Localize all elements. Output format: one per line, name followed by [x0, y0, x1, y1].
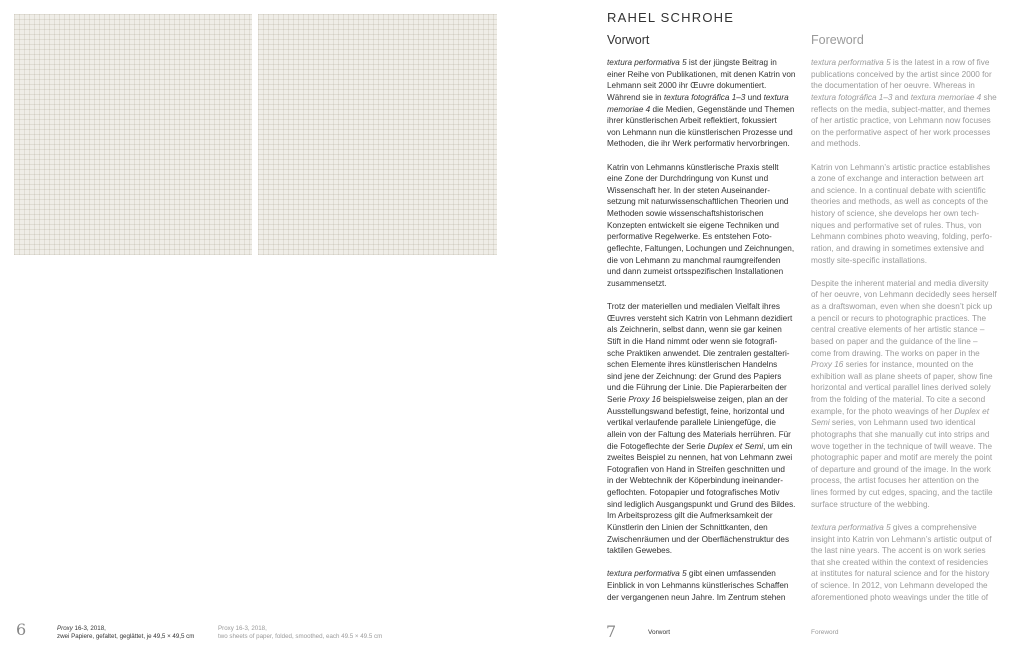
text-line: [607, 417, 812, 429]
text-line: [811, 278, 1016, 290]
text-line: [811, 185, 1016, 197]
caption-de-title: [57, 625, 194, 633]
caption-de-details: zwei Papiere, gefaltet, geglättet, je 49,5 × 49,5 cm: [57, 633, 195, 640]
text-segment: central creative elements of her artistic stance –: [811, 325, 985, 335]
text-line: [811, 522, 1016, 534]
text-segment: surface structure of the webbing.: [811, 499, 930, 509]
text-line: [607, 57, 812, 69]
text-segment: the documentation of her oeuvre. Whereas in: [811, 81, 975, 91]
text-line: [811, 534, 1016, 546]
text-line: [811, 208, 1016, 220]
paragraph: [811, 57, 1016, 150]
text-segment: sind lediglich Ausgangspunkt und Grund des Bildes.: [607, 499, 796, 509]
text-line: [811, 557, 1016, 569]
text-segment: Katrin von Lehmanns künstlerische Praxis stellt: [607, 162, 779, 172]
text-line: [811, 382, 1016, 394]
text-line: [811, 406, 1016, 418]
text-segment: Œuvres versteht sich Katrin von Lehmann dezidiert: [607, 313, 793, 323]
text-segment: zusammensetzt.: [607, 278, 667, 288]
text-segment: Wissenschaft her. In der steten Auseinander-: [607, 185, 770, 195]
text-line: [811, 301, 1016, 313]
italic-title-text: textura performativa 5: [811, 522, 891, 532]
text-segment: she: [981, 92, 997, 102]
text-segment: photographs that she manually cut into strips and: [811, 429, 990, 439]
italic-title-text: Proxy 16: [628, 395, 661, 405]
text-line: [811, 452, 1016, 464]
text-segment: at institutes for natural science and for the history: [811, 569, 990, 579]
text-line: [607, 69, 812, 81]
paragraph: [607, 162, 812, 290]
paragraph: [811, 162, 1016, 267]
text-segment: niques and performative set of rules. Thus, von: [811, 220, 982, 230]
text-segment: Künstlerin den Linien der Schnittkanten, den: [607, 522, 768, 532]
text-segment: and science. In a continual debate with scientific: [811, 185, 986, 195]
text-segment: theories and methods, as well as concepts of the: [811, 197, 989, 207]
text-line: [811, 499, 1016, 511]
text-segment: mostly site-specific installations.: [811, 255, 928, 265]
text-line: [607, 522, 812, 534]
text-segment: gibt einen umfassenden: [686, 569, 776, 579]
text-segment: and: [892, 92, 911, 102]
text-line: [811, 92, 1016, 104]
text-line: [811, 324, 1016, 336]
text-line: [607, 278, 812, 290]
text-line: [607, 592, 812, 604]
text-line: [811, 231, 1016, 243]
italic-title-text: textura fotográfica 1–3: [663, 92, 746, 102]
paragraph: [607, 301, 812, 557]
text-segment: beispielsweise zeigen, plan an der: [660, 395, 788, 405]
text-segment: geflechte, Faltungen, Lochungen und Zeichnungen,: [607, 243, 795, 253]
text-segment: as a draftswoman, even when she doesn’t pick up: [811, 302, 993, 312]
italic-title-text: textura: [763, 92, 789, 102]
text-segment: of science. In 2012, von Lehmann developed the: [811, 581, 988, 591]
text-line: [607, 487, 812, 499]
text-line: [607, 394, 812, 406]
text-line: [607, 510, 812, 522]
text-segment: exhibition wall as plane sheets of paper, show fine: [811, 371, 993, 381]
text-segment: der vergangenen neun Jahre. Im Zentrum stehen: [607, 592, 786, 602]
text-line: [811, 104, 1016, 116]
text-segment: Zwischenräumen und der Oberflächenstruktur des: [607, 534, 790, 544]
text-line: [811, 127, 1016, 139]
text-line: [607, 324, 812, 336]
page-number-left: 6: [16, 620, 27, 639]
text-line: [607, 162, 812, 174]
text-line: [607, 545, 812, 557]
text-segment: von Lehmann nun die künstlerischen Prozesse und: [607, 127, 793, 137]
paragraph: [607, 57, 812, 150]
text-line: [607, 173, 812, 185]
text-segment: insight into Katrin von Lehmann’s artistic output of: [811, 534, 992, 544]
text-line: [607, 243, 812, 255]
text-segment: series, von Lehmann used two identical: [829, 418, 976, 428]
text-segment: ration, and drawing in sometimes extensive and: [811, 243, 984, 253]
text-line: [607, 336, 812, 348]
text-line: [607, 115, 812, 127]
text-line: [607, 92, 812, 104]
text-line: [811, 80, 1016, 92]
text-line: [811, 138, 1016, 150]
text-line: [811, 196, 1016, 208]
italic-title-text: textura memoriae 4: [910, 92, 982, 102]
text-line: [811, 429, 1016, 441]
text-segment: und: [745, 92, 764, 102]
text-segment: reflects on the media, subject-matter, and themes: [811, 104, 991, 114]
text-line: [811, 371, 1016, 383]
text-line: [607, 499, 812, 511]
italic-title-text: textura fotográfica 1–3: [811, 92, 893, 102]
text-segment: die Medien, Gegenstände und Themen: [650, 104, 795, 114]
text-segment: Katrin von Lehmann’s artistic practice establishes: [811, 162, 991, 172]
text-line: [607, 406, 812, 418]
text-line: [811, 580, 1016, 592]
text-line: [811, 69, 1016, 81]
running-footer-en: Foreword: [811, 629, 839, 636]
text-line: [607, 138, 812, 150]
text-segment: Trotz der materiellen und medialen Vielfalt ihres: [607, 302, 780, 312]
text-segment: of departure and ground of the image. In the work: [811, 464, 991, 474]
text-line: [607, 464, 812, 476]
page-number-right: 7: [606, 622, 617, 641]
text-segment: 16-3, 2018,: [72, 625, 106, 632]
text-segment: based on paper and the guidance of the line –: [811, 336, 978, 346]
text-line: [607, 301, 812, 313]
text-segment: Fotografien von Hand in Streifen geschnitten und: [607, 464, 785, 474]
text-line: [607, 371, 812, 383]
paragraph: [811, 278, 1016, 511]
italic-title-text: memoriae 4: [607, 104, 651, 114]
text-line: [811, 417, 1016, 429]
text-segment: come from drawing. The works on paper in the: [811, 348, 980, 358]
text-segment: is the latest in a row of five: [890, 58, 990, 67]
text-segment: history of science, she develops her own tech-: [811, 209, 979, 219]
text-segment: allein von der Faltung des Materials herrühren. Für: [607, 429, 791, 439]
text-segment: gives a comprehensive: [890, 522, 977, 532]
text-segment: Methoden sowie wissenschaftshistorischen: [607, 209, 764, 219]
text-segment: Lehmann combines photo weaving, folding, perfo-: [811, 232, 993, 242]
text-line: [811, 336, 1016, 348]
text-segment: horizontal and vertical parallel lines derived solely: [811, 383, 991, 393]
text-line: [607, 231, 812, 243]
text-segment: setzung mit naturwissenschaftlichen Theorien und: [607, 197, 789, 207]
text-segment: die Fotogeflechte der Serie: [607, 441, 708, 451]
text-segment: zweites Beispiel zu nennen, hat von Lehmann zwei: [607, 453, 793, 463]
text-segment: als Zeichnerin, selbst dann, wenn sie gar keinen: [607, 325, 782, 335]
text-line: [607, 185, 812, 197]
text-segment: photographic paper and motif are merely the point: [811, 453, 993, 463]
text-line: [607, 196, 812, 208]
heading-de: Vorwort: [607, 33, 650, 47]
text-segment: eine Zone der Durchdringung von Kunst und: [607, 174, 769, 184]
text-line: [811, 243, 1016, 255]
caption-en-details: two sheets of paper, folded, smoothed, each 49.5 × 49.5 cm: [218, 633, 383, 640]
text-segment: Serie: [607, 395, 629, 405]
italic-title-text: Proxy: [57, 625, 73, 632]
text-segment: ihrer künstlerischen Arbeit reflektiert, fokussiert: [607, 116, 777, 126]
italic-title-text: Duplex et: [954, 406, 989, 416]
text-segment: ist der jüngste Beitrag in: [686, 58, 777, 67]
italic-title-text: textura performativa 5: [607, 58, 687, 67]
text-segment: in der Webtechnik der Köperbindung ineinander-: [607, 476, 783, 486]
text-line: [811, 57, 1016, 69]
text-segment: example, for the photo weavings of her: [811, 406, 955, 416]
text-segment: process, the artist focuses her attention on the: [811, 476, 979, 486]
text-segment: Ausstellungswand befestigt, feine, horizontal und: [607, 406, 785, 416]
text-segment: that she created within the context of residencies: [811, 557, 989, 567]
text-line: [811, 289, 1016, 301]
text-line: [811, 255, 1016, 267]
paragraph: [607, 568, 812, 603]
text-segment: sche Praktiken anwendet. Die zentralen gestalteri-: [607, 348, 790, 358]
caption-de: [57, 625, 194, 641]
text-line: [607, 441, 812, 453]
text-segment: Stift in die Hand nimmt oder wenn sie fotografi-: [607, 336, 778, 346]
text-segment: a pencil or recurs to photographic practices. The: [811, 313, 987, 323]
text-segment: sind jene der Zeichnung: der Grund des Papiers: [607, 371, 782, 381]
text-line: [811, 173, 1016, 185]
italic-title-text: Semi: [811, 418, 830, 428]
text-line: [607, 80, 812, 92]
text-line: [607, 534, 812, 546]
text-segment: vertikal verlaufende parallele Liniengefüge, die: [607, 418, 776, 428]
caption-en-title: Proxy 16-3, 2018,: [218, 625, 267, 632]
text-segment: publications conceived by the artist since 2000 for: [811, 69, 992, 79]
text-segment: Lehmann seit 2000 ihr Œuvre dokumentiert.: [607, 81, 767, 91]
text-segment: and methods.: [811, 139, 861, 149]
text-line: [607, 580, 812, 592]
body-text-en: [811, 57, 1016, 615]
artwork-image-left: [14, 14, 252, 255]
text-segment: Methoden, die ihr Werk performativ hervorbringen.: [607, 139, 790, 149]
running-footer-de: Vorwort: [648, 629, 671, 636]
heading-en: Foreword: [811, 33, 864, 47]
text-line: [607, 208, 812, 220]
text-segment: from the folding of the material. To cite a second: [811, 395, 986, 405]
text-line: [811, 545, 1016, 557]
text-line: [607, 313, 812, 325]
text-segment: aforementioned photo weavings under the title of: [811, 592, 989, 602]
text-line: [607, 429, 812, 441]
text-segment: und die Führung der Linie. Die Papierarbeiten der: [607, 383, 787, 393]
text-line: [811, 475, 1016, 487]
text-segment: einer Reihe von Publikationen, mit denen Katrin von: [607, 69, 796, 79]
text-line: [607, 475, 812, 487]
text-segment: die von Lehmann zu manchmal raumgreifenden: [607, 255, 781, 265]
body-text-de: [607, 57, 812, 615]
text-line: [811, 162, 1016, 174]
italic-title-text: textura performativa 5: [811, 58, 891, 67]
text-segment: of her oeuvre, von Lehmann decidedly sees herself: [811, 290, 997, 300]
text-line: [811, 464, 1016, 476]
author-name: RAHEL SCHROHE: [607, 10, 735, 25]
text-line: [607, 382, 812, 394]
text-segment: Konzepten entwickelt sie eigene Techniken und: [607, 220, 779, 230]
text-line: [811, 115, 1016, 127]
text-segment: on the performative aspect of her work processes: [811, 127, 991, 137]
text-segment: Despite the inherent material and media diversity: [811, 278, 989, 288]
text-line: [811, 487, 1016, 499]
text-segment: , um ein: [763, 441, 793, 451]
artwork-image-right: [258, 14, 497, 255]
text-line: [811, 441, 1016, 453]
text-line: [811, 313, 1016, 325]
italic-title-text: Duplex et Semi: [707, 441, 764, 451]
text-line: [811, 348, 1016, 360]
text-segment: Während sie in: [607, 92, 664, 102]
text-segment: geflochten. Fotopapier und fotografisches Motiv: [607, 488, 780, 498]
text-line: [811, 568, 1016, 580]
text-line: [811, 592, 1016, 604]
text-segment: wove together in the technique of twill weave. The: [811, 441, 992, 451]
text-segment: taktilen Gewebes.: [607, 546, 673, 556]
text-line: [607, 104, 812, 116]
text-line: [607, 452, 812, 464]
caption-en: [218, 625, 382, 641]
text-line: [607, 568, 812, 580]
text-line: [811, 220, 1016, 232]
text-segment: series for instance, mounted on the: [843, 360, 974, 370]
italic-title-text: textura performativa 5: [607, 569, 687, 579]
italic-title-text: Proxy 16: [811, 360, 844, 370]
text-segment: a zone of exchange and interaction between art: [811, 174, 984, 184]
text-segment: und dann zumeist ortsspezifischen Installationen: [607, 267, 784, 277]
text-segment: performative Regelwerke. Es entstehen Foto-: [607, 232, 772, 242]
text-segment: Im Arbeitsprozess gilt die Aufmerksamkeit der: [607, 511, 773, 521]
text-segment: lines formed by cut edges, spacing, and the tactile: [811, 488, 993, 498]
text-line: [811, 359, 1016, 371]
text-segment: schen Elemente ihres künstlerischen Handelns: [607, 360, 778, 370]
paragraph: [811, 522, 1016, 603]
text-line: [607, 359, 812, 371]
text-segment: the last nine years. The accent is on work series: [811, 546, 986, 556]
text-segment: Einblick in von Lehmanns künstlerisches Schaffen: [607, 581, 789, 591]
text-line: [607, 127, 812, 139]
text-line: [607, 348, 812, 360]
text-segment: of her artistic practice, von Lehmann now focuses: [811, 116, 991, 126]
text-line: [811, 394, 1016, 406]
text-line: [607, 255, 812, 267]
text-line: [607, 266, 812, 278]
text-line: [607, 220, 812, 232]
